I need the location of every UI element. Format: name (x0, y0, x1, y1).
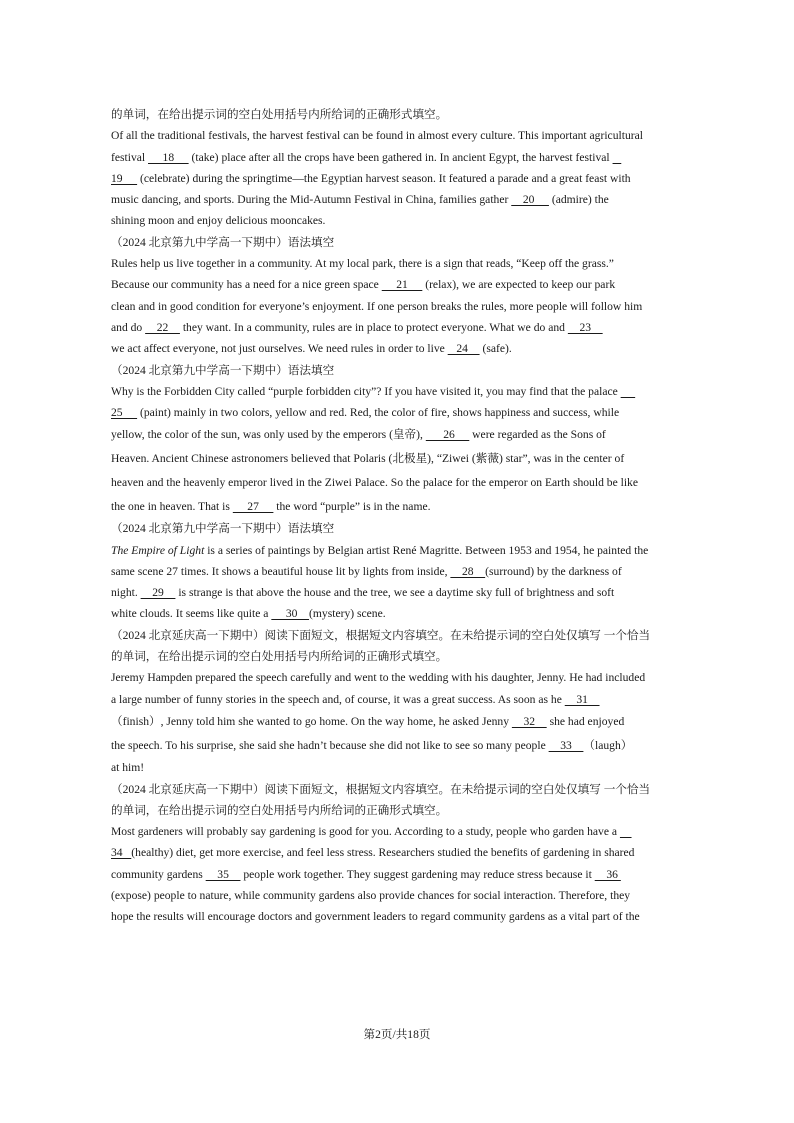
passage (111, 625, 686, 779)
passage (111, 518, 686, 624)
text-run: yellow, the color of the sun, was only used by the emperors (皇帝), (111, 428, 426, 442)
passage (111, 232, 686, 360)
text-line (111, 104, 686, 125)
page-footer: 第2页/共18页 (363, 1028, 431, 1041)
text-line (111, 821, 686, 842)
italic-title: The Empire of Light (111, 543, 205, 557)
text-line (111, 582, 686, 603)
text-line (111, 734, 686, 758)
text-line (111, 447, 686, 471)
text-line (111, 885, 686, 906)
text-run: they want. In a community, rules are in place to protect everyone. What we do and (179, 320, 568, 334)
text-line (111, 842, 686, 863)
answer-blank[interactable]: 34 (111, 846, 132, 860)
answer-blank[interactable]: 28 (450, 564, 486, 578)
answer-blank[interactable] (613, 147, 622, 168)
text-line (111, 402, 686, 423)
text-line (111, 864, 686, 885)
answer-blank[interactable] (620, 821, 632, 842)
answer-blank[interactable]: 27 (232, 499, 274, 513)
text-line (111, 381, 686, 402)
answer-blank[interactable]: 22 (145, 320, 180, 334)
answer-blank[interactable]: 18 (148, 150, 189, 164)
text-run: music dancing, and sports. During the Mid-Autumn Festival in China, families gather (111, 193, 512, 207)
text-run: Why is the Forbidden City called “purple forbidden city”? If you have visited it, you may find that the palace (111, 384, 621, 398)
text-line (111, 274, 686, 295)
text-run: night. (111, 586, 141, 600)
text-run: at him! (111, 761, 145, 775)
text-run: Of all the traditional festivals, the harvest festival can be found in almost every culture. This important agricultural (111, 129, 643, 143)
text-run: heaven and the heavenly emperor lived in the Ziwei Palace. So the palace for the emperor on Earth should be like (111, 475, 638, 489)
text-run: （laugh） (583, 738, 633, 752)
text-run: community gardens (111, 867, 206, 881)
text-run: were regarded as the Sons of (469, 428, 606, 442)
text-run: （2024 北京第九中学高一下期中）语法填空 (111, 235, 335, 249)
answer-blank[interactable]: 31 (564, 692, 600, 706)
answer-blank[interactable]: 32 (511, 714, 547, 728)
text-run: is a series of paintings by Belgian artist René Magritte. Between 1953 and 1954, he painted the (204, 543, 649, 557)
text-line (111, 168, 686, 189)
text-line (111, 689, 686, 710)
text-run: (paint) mainly in two colors, yellow and red. Red, the color of fire, shows happiness and success, while (137, 406, 620, 420)
text-run: 的单词，在给出提示词的空白处用括号内所给词的正确形式填空。 (111, 803, 448, 817)
text-run: (mystery) scene. (309, 607, 386, 621)
document-body (111, 104, 686, 928)
text-run: （2024 北京第九中学高一下期中）语法填空 (111, 363, 335, 377)
text-run: Rules help us live together in a community. At my local park, there is a sign that reads, “Keep off the grass.” (111, 257, 614, 271)
passage (111, 360, 686, 519)
text-run: 的单词，在给出提示词的空白处用括号内所给词的正确形式填空。 (111, 108, 448, 121)
text-run: white clouds. It seems like quite a (111, 607, 272, 621)
text-run: hope the results will encourage doctors and government leaders to regard community gardens as a vital part of the (111, 910, 640, 924)
text-line (111, 667, 686, 688)
text-run: clean and in good condition for everyone’s enjoyment. If one person breaks the rules, more people will follow him (111, 299, 643, 313)
answer-blank[interactable]: 30 (271, 607, 310, 621)
answer-blank[interactable]: 26 (425, 428, 470, 442)
text-run: shining moon and enjoy delicious mooncakes. (111, 214, 326, 228)
text-run: (surround) by the darkness of (485, 564, 622, 578)
text-line (111, 540, 686, 561)
text-run: (celebrate) during the springtime—the Egyptian harvest season. It featured a parade and a great feast with (137, 171, 631, 185)
text-line (111, 317, 686, 338)
text-line (111, 710, 686, 734)
text-line (111, 603, 686, 624)
text-line (111, 189, 686, 210)
text-line (111, 518, 686, 539)
text-run: the speech. To his surprise, she said she hadn’t because she did not like to see so many people (111, 738, 549, 752)
answer-blank[interactable]: 24 (447, 342, 480, 356)
text-run: and do (111, 320, 146, 334)
text-run: Jeremy Hampden prepared the speech carefully and went to the wedding with his daughter, Jenny. He had included (111, 671, 646, 685)
text-line (111, 779, 686, 800)
text-run: （2024 北京第九中学高一下期中）语法填空 (111, 522, 335, 536)
text-line (111, 125, 686, 146)
answer-blank[interactable]: 36 (594, 867, 621, 881)
text-line (111, 210, 686, 231)
passage (111, 779, 686, 928)
text-run: (take) place after all the crops have been gathered in. In ancient Egypt, the harvest festival (188, 150, 613, 164)
text-run: is strange is that above the house and the tree, we see a daytime sky full of brightness and soft (175, 586, 615, 600)
answer-blank[interactable] (621, 381, 636, 402)
text-run: she had enjoyed (546, 714, 625, 728)
text-run: festival (111, 150, 149, 164)
text-line (111, 906, 686, 927)
text-run: a large number of funny stories in the speech and, of course, it was a great success. As soon as he (111, 692, 565, 706)
text-run: people work together. They suggest gardening may reduce stress because it (240, 867, 595, 881)
text-line (111, 338, 686, 359)
text-run: (safe). (479, 342, 512, 356)
text-run: the word “purple” is in the name. (273, 499, 431, 513)
text-line (111, 625, 686, 646)
text-run: (relax), we are expected to keep our park (422, 278, 616, 292)
text-line (111, 253, 686, 274)
text-line (111, 561, 686, 582)
text-line (111, 423, 686, 447)
text-run: same scene 27 times. It shows a beautiful house lit by lights from inside, (111, 564, 451, 578)
text-run: (expose) people to nature, while community gardens also provide chances for social interaction. Therefore, they (111, 889, 631, 903)
text-run: （2024 北京延庆高一下期中）阅读下面短文，根据短文内容填空。在未给提示词的空白处仅填写 一个恰当 (111, 782, 651, 796)
answer-blank[interactable]: 21 (381, 278, 423, 292)
text-line (111, 232, 686, 253)
text-run: we act affect everyone, not just ourselves. We need rules in order to live (111, 342, 448, 356)
text-line (111, 147, 686, 168)
answer-blank[interactable]: 35 (205, 867, 241, 881)
answer-blank[interactable]: 33 (548, 738, 584, 752)
text-line (111, 495, 686, 519)
text-run: （finish）, Jenny told him she wanted to go home. On the way home, he asked Jenny (111, 714, 512, 728)
text-run: (admire) the (548, 193, 609, 207)
text-line (111, 471, 686, 495)
text-line (111, 800, 686, 821)
text-line (111, 757, 686, 778)
answer-blank[interactable]: 19 (111, 171, 138, 185)
text-run: Heaven. Ancient Chinese astronomers believed that Polaris (北极星), “Ziwei (紫薇) star”, was in the center of (111, 452, 625, 466)
text-run: Most gardeners will probably say gardening is good for you. According to a study, people who garden have a (111, 825, 620, 839)
text-line (111, 360, 686, 381)
answer-blank[interactable]: 29 (140, 586, 176, 600)
text-run: （2024 北京延庆高一下期中）阅读下面短文，根据短文内容填空。在未给提示词的空白处仅填写 一个恰当 (111, 628, 651, 642)
text-line (111, 296, 686, 317)
answer-blank[interactable]: 23 (567, 320, 603, 334)
text-run: Because our community has a need for a nice green space (111, 278, 382, 292)
passage (111, 104, 686, 232)
text-line (111, 646, 686, 667)
answer-blank[interactable]: 25 (111, 406, 138, 420)
answer-blank[interactable]: 20 (511, 193, 549, 207)
text-run: (healthy) diet, get more exercise, and feel less stress. Researchers studied the benefits of gardening in shared (131, 846, 635, 860)
text-run: the one in heaven. That is (111, 499, 233, 513)
text-run: 的单词，在给出提示词的空白处用括号内所给词的正确形式填空。 (111, 649, 448, 663)
